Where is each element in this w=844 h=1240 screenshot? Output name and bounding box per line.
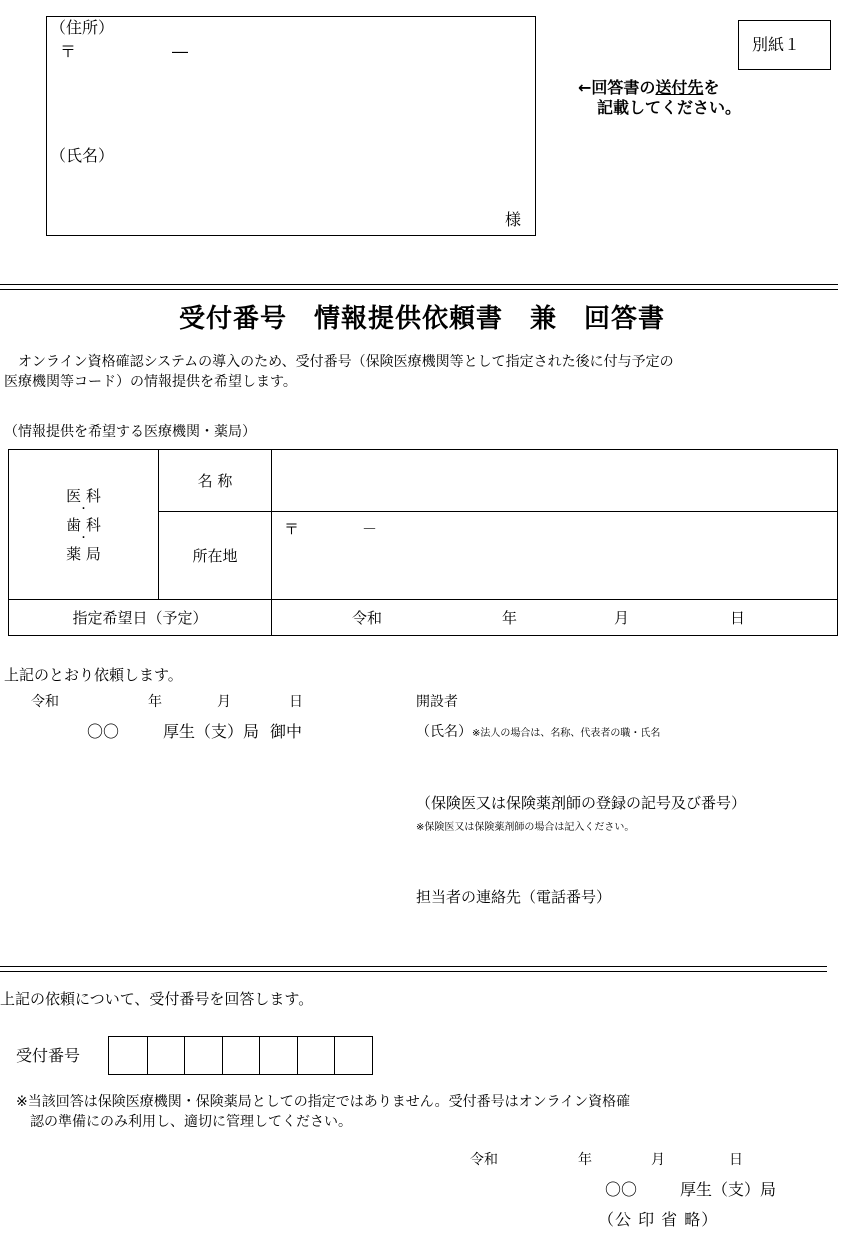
reply-date-day: 日 xyxy=(729,1152,743,1168)
founder-name-label: （氏名） xyxy=(416,724,472,740)
reply-date-era: 令和 xyxy=(470,1152,498,1168)
reply-date-year: 年 xyxy=(578,1152,592,1168)
designation-date-field[interactable] xyxy=(272,600,838,636)
send-note-post: を xyxy=(703,78,720,97)
date-era: 令和 xyxy=(352,609,383,627)
addressee-placeholder: 〇〇 xyxy=(87,722,120,741)
category-medical: 医 科 xyxy=(66,487,101,505)
divider-top-2 xyxy=(0,289,838,290)
divider-top-1 xyxy=(0,284,838,285)
founder-label: 開設者 xyxy=(416,694,458,710)
designation-date-label: 指定希望日（予定） xyxy=(72,609,208,627)
postal-mark: 〒 xyxy=(60,42,77,61)
postal-dash: ― xyxy=(172,42,188,61)
category-cell xyxy=(9,450,159,600)
id-digit-box[interactable] xyxy=(259,1037,297,1074)
reply-statement: 上記の依頼について、受付番号を回答します。 xyxy=(0,990,314,1008)
divider-reply-1 xyxy=(0,966,827,967)
dot-separator: ・ xyxy=(78,504,89,515)
request-table xyxy=(8,449,838,636)
date-label-cell xyxy=(9,600,272,636)
seal-omitted: （公 印 省 略） xyxy=(598,1210,719,1229)
founder-name-line xyxy=(416,724,660,741)
date-year: 年 xyxy=(502,609,518,627)
send-note-line2: 記載してください。 xyxy=(597,98,742,117)
contact-label: 担当者の連絡先（電話番号） xyxy=(416,888,612,906)
id-digit-box[interactable] xyxy=(222,1037,260,1074)
request-date-year: 年 xyxy=(148,694,162,710)
reply-office: 厚生（支）局 xyxy=(680,1180,777,1199)
document-title: 受付番号 情報提供依頼書 兼 回答書 xyxy=(178,304,665,334)
registration-note: ※保険医又は保険薬剤師の場合は記入ください。 xyxy=(416,822,635,833)
honorific: 様 xyxy=(505,210,522,229)
id-digit-box[interactable] xyxy=(297,1037,335,1074)
request-date-day: 日 xyxy=(289,694,303,710)
name-label: （氏名） xyxy=(50,146,115,165)
addressee-suffix: 御中 xyxy=(270,722,303,741)
table-postal-mark: 〒 xyxy=(284,520,300,538)
table-postal-dash: － xyxy=(362,520,378,538)
id-digit-box[interactable] xyxy=(184,1037,222,1074)
category-dental: 歯 科 xyxy=(66,516,101,534)
arrow-icon: ← xyxy=(578,78,592,97)
send-note-line1 xyxy=(578,78,719,97)
facility-name-label: 名 称 xyxy=(197,472,233,490)
date-month: 月 xyxy=(614,609,630,627)
intro-line1: オンライン資格確認システムの導入のため、受付番号（保険医療機関等として指定された後に付与予定の xyxy=(4,354,674,370)
request-statement: 上記のとおり依頼します。 xyxy=(4,666,183,684)
facility-name-field[interactable] xyxy=(272,450,838,512)
address-box xyxy=(46,16,536,236)
address-label: （住所） xyxy=(50,18,115,37)
reply-notice-line2: 認の準備にのみ利用し、適切に管理してください。 xyxy=(16,1114,352,1130)
id-digit-box[interactable] xyxy=(147,1037,185,1074)
divider-reply-2 xyxy=(0,971,827,972)
facility-address-field[interactable] xyxy=(272,512,838,600)
request-date-month: 月 xyxy=(217,694,231,710)
founder-name-note: ※法人の場合は、名称、代表者の職・氏名 xyxy=(472,728,661,739)
reply-date-month: 月 xyxy=(651,1152,665,1168)
addressee-office: 厚生（支）局 xyxy=(163,722,260,741)
attachment-label: 別紙１ xyxy=(752,35,801,54)
send-note-pre: 回答書の xyxy=(591,78,656,97)
id-digit-box[interactable] xyxy=(109,1037,147,1074)
reply-office-placeholder: 〇〇 xyxy=(605,1180,638,1199)
address-label-cell xyxy=(159,512,272,600)
dot-separator: ・ xyxy=(78,533,89,544)
reply-id-label: 受付番号 xyxy=(16,1046,81,1065)
name-label-cell xyxy=(159,450,272,512)
request-date-era: 令和 xyxy=(31,694,59,710)
category-pharmacy: 薬 局 xyxy=(66,545,101,563)
send-note-underlined: 送付先 xyxy=(655,78,704,97)
reply-id-boxes xyxy=(108,1036,373,1075)
facility-address-label: 所在地 xyxy=(192,547,238,565)
reply-notice-line1: ※当該回答は保険医療機関・保険薬局としての指定ではありません。受付番号はオンライン資格確 xyxy=(16,1094,631,1110)
registration-label: （保険医又は保険薬剤師の登録の記号及び番号） xyxy=(416,794,747,812)
date-day: 日 xyxy=(730,609,746,627)
intro-line2: 医療機関等コード）の情報提供を希望します。 xyxy=(4,374,297,390)
id-digit-box[interactable] xyxy=(334,1037,372,1074)
table-caption: （情報提供を希望する医療機関・薬局） xyxy=(4,424,256,440)
